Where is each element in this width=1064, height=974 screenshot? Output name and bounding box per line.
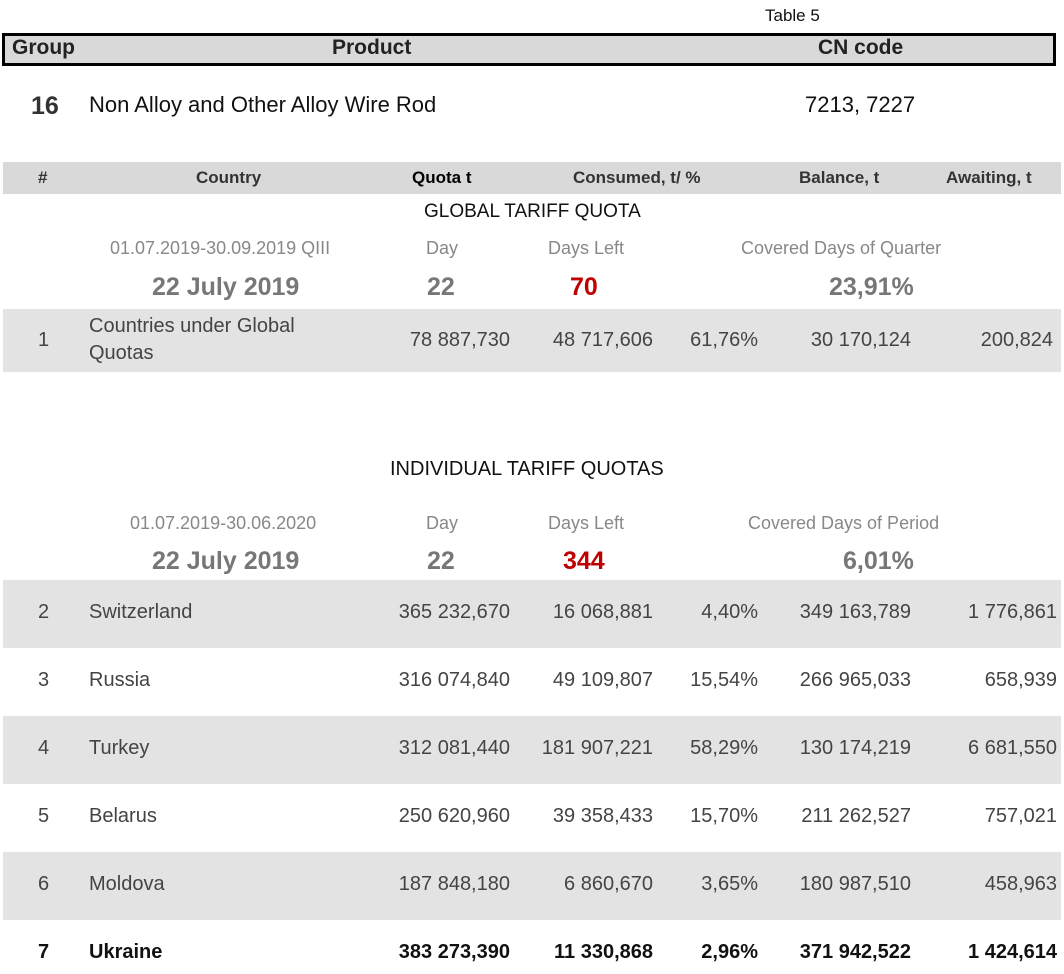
individual-day-label: Day [426, 513, 459, 533]
individual-days-left-label: Days Left [548, 513, 625, 533]
row-awaiting: 6 681,550 [968, 737, 1057, 759]
group-header: Group [12, 36, 75, 59]
row-consumed: 49 109,807 [552, 669, 653, 691]
individual-section-title: INDIVIDUAL TARIFF QUOTAS [390, 458, 664, 480]
product-name: Non Alloy and Other Alloy Wire Rod [89, 92, 437, 117]
row-num: 4 [38, 737, 50, 759]
individual-date: 22 July 2019 [152, 547, 300, 575]
row-balance: 30 170,124 [810, 329, 911, 351]
row-country: Russia [89, 669, 151, 691]
global-covered-label: Covered Days of Quarter [741, 238, 942, 258]
row-balance: 371 942,522 [799, 941, 911, 963]
row-num: 5 [38, 805, 50, 827]
row-country: Ukraine [89, 941, 163, 963]
row-quota: 312 081,440 [398, 737, 510, 759]
individual-covered-label: Covered Days of Period [748, 513, 940, 533]
row-num: 7 [38, 941, 50, 963]
cn-code-header: CN code [818, 36, 904, 59]
row-quota: 316 074,840 [398, 669, 510, 691]
global-day: 22 [427, 273, 455, 301]
row-consumed: 6 860,670 [564, 873, 653, 895]
row-awaiting: 757,021 [984, 805, 1057, 827]
row-balance: 266 965,033 [799, 669, 911, 691]
row-quota: 78 887,730 [409, 329, 510, 351]
global-day-label: Day [426, 238, 459, 258]
row-country: Switzerland [89, 601, 193, 623]
row-awaiting: 1 776,861 [968, 601, 1057, 623]
row-consumed: 11 330,868 [554, 941, 653, 963]
row-consumed: 181 907,221 [541, 737, 653, 759]
row-balance: 180 987,510 [799, 873, 911, 895]
row-pct: 4,40% [701, 601, 758, 623]
table-label: Table 5 [765, 6, 820, 25]
row-pct: 58,29% [690, 737, 758, 759]
global-date: 22 July 2019 [152, 273, 300, 301]
product-header: Product [332, 36, 412, 59]
row-country: Belarus [89, 805, 157, 827]
column-header-bar [3, 162, 1061, 194]
row-num: 1 [38, 329, 50, 351]
column-balance: Balance, t [799, 168, 880, 187]
row-awaiting: 1 424,614 [968, 941, 1057, 963]
column-awaiting: Awaiting, t [946, 168, 1032, 187]
global-days-left: 70 [570, 273, 598, 301]
row-quota: 365 232,670 [398, 601, 510, 623]
column-num: # [38, 168, 48, 187]
row-quota: 250 620,960 [398, 805, 510, 827]
column-consumed: Consumed, t/ % [573, 168, 701, 187]
row-awaiting: 458,963 [984, 873, 1057, 895]
column-quota: Quota t [412, 168, 472, 187]
row-num: 2 [38, 601, 50, 623]
row-consumed: 39 358,433 [552, 805, 653, 827]
row-consumed: 16 068,881 [552, 601, 653, 623]
row-num: 3 [38, 669, 50, 691]
product-group-number: 16 [31, 92, 59, 120]
row-balance: 211 262,527 [801, 805, 911, 827]
individual-day: 22 [427, 547, 455, 575]
row-num: 6 [38, 873, 50, 895]
row-pct: 3,65% [701, 873, 758, 895]
row-pct: 15,70% [690, 805, 758, 827]
global-section-title: GLOBAL TARIFF QUOTA [424, 201, 641, 222]
column-country: Country [196, 168, 262, 187]
row-awaiting: 658,939 [984, 669, 1057, 691]
individual-period: 01.07.2019-30.06.2020 [130, 513, 317, 533]
product-cn-code: 7213, 7227 [805, 92, 916, 117]
row-pct: 2,96% [701, 941, 758, 963]
row-consumed: 48 717,606 [552, 329, 653, 351]
row-quota: 187 848,180 [398, 873, 510, 895]
global-period: 01.07.2019-30.09.2019 QIII [110, 238, 331, 258]
row-balance: 130 174,219 [799, 737, 911, 759]
row-pct: 15,54% [690, 669, 758, 691]
row-awaiting: 200,824 [980, 329, 1053, 351]
individual-covered: 6,01% [843, 547, 914, 575]
global-covered: 23,91% [829, 273, 914, 301]
individual-days-left: 344 [563, 547, 605, 575]
row-country: Countries under Global Quotas [89, 315, 295, 364]
row-balance: 349 163,789 [799, 601, 911, 623]
row-country: Turkey [89, 737, 150, 759]
row-pct: 61,76% [690, 329, 758, 351]
row-quota: 383 273,390 [398, 941, 510, 963]
row-country: Moldova [89, 873, 165, 895]
global-days-left-label: Days Left [548, 238, 625, 258]
